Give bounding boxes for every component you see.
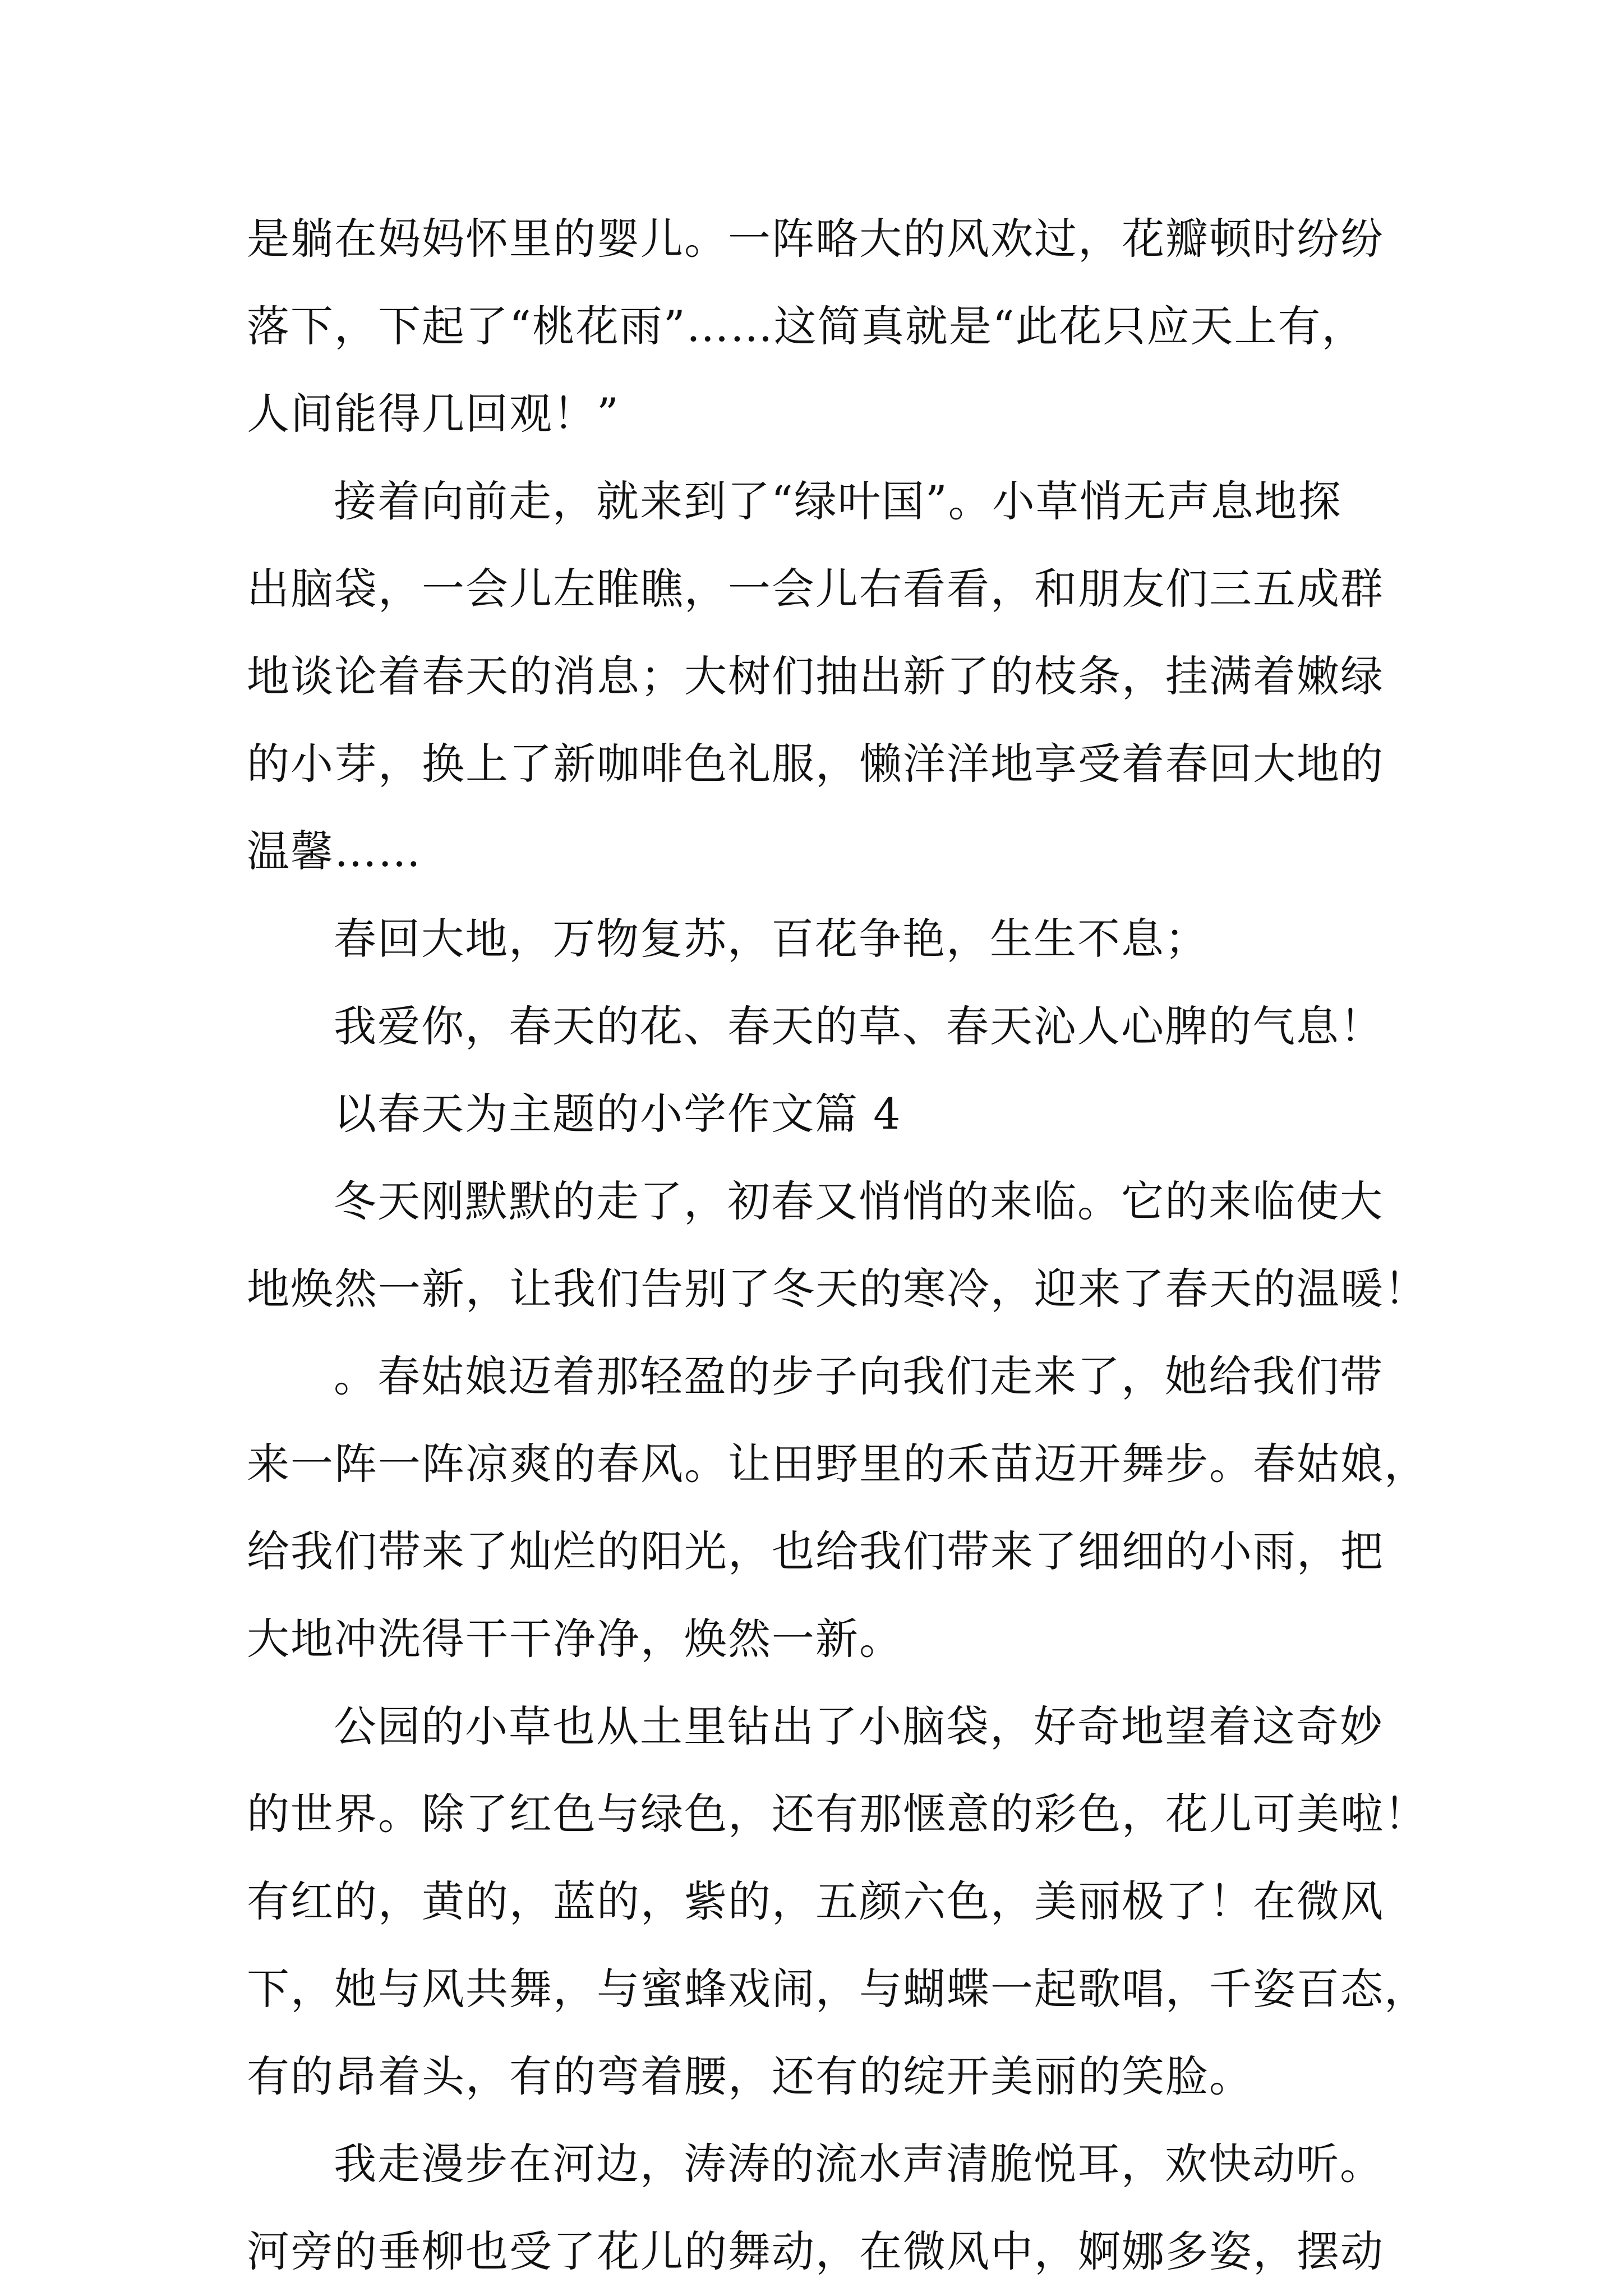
text-line: 有红的，黄的，蓝的，紫的，五颜六色，美丽极了！在微风 — [247, 1876, 1384, 1926]
text-line: 温馨…… — [247, 826, 422, 876]
text-line: 大地冲洗得干干净净，焕然一新。 — [247, 1614, 903, 1664]
text-line: 我走漫步在河边，涛涛的流水声清脆悦耳，欢快动听。 — [334, 2139, 1384, 2189]
text-line: 的世界。除了红色与绿色，还有那惬意的彩色，花儿可美啦！ — [247, 1789, 1428, 1839]
text-line: 来一阵一阵凉爽的春风。让田野里的禾苗迈开舞步。春姑娘， — [247, 1439, 1428, 1489]
text-line: 接着向前走，就来到了“绿叶国”。小草悄无声息地探 — [334, 476, 1342, 526]
text-line: 人间能得几回观！” — [247, 389, 620, 439]
text-line: 公园的小草也从土里钻出了小脑袋，好奇地望着这奇妙 — [334, 1701, 1384, 1751]
text-line: 春回大地，万物复苏，百花争艳，生生不息； — [334, 914, 1209, 964]
text-line: 落下，下起了“桃花雨”……这简真就是“此花只应天上有， — [247, 301, 1366, 351]
text-line: 给我们带来了灿烂的阳光，也给我们带来了细细的小雨，把 — [247, 1526, 1384, 1576]
text-line: 地焕然一新，让我们告别了冬天的寒冷，迎来了春天的温暖！ — [247, 1264, 1428, 1314]
text-line: 出脑袋，一会儿左睢瞧，一会儿右看看，和朋友们三五成群 — [247, 564, 1384, 614]
text-line: 河旁的垂柳也受了花儿的舞动，在微风中，婀娜多姿，摆动 — [247, 2226, 1384, 2276]
text-line: 是躺在妈妈怀里的婴儿。一阵略大的风欢过，花瓣顿时纷纷 — [247, 214, 1384, 264]
document-body — [247, 195, 1428, 2295]
text-line: 有的昂着头，有的弯着腰，还有的绽开美丽的笑脸。 — [247, 2051, 1253, 2101]
text-line: 冬天刚默默的走了，初春又悄悄的来临。它的来临使大 — [334, 1176, 1384, 1226]
text-line: 地谈论着春天的消息；大树们抽出新了的枝条，挂满着嫩绿 — [247, 651, 1384, 701]
text-line: 我爱你，春天的花、春天的草、春天沁人心脾的气息！ — [334, 1001, 1384, 1051]
section-heading: 以春天为主题的小学作文篇 4 — [334, 1089, 902, 1139]
text-line: 。春姑娘迈着那轻盈的步子向我们走来了，她给我们带 — [334, 1351, 1384, 1401]
text-line: 的小芽，换上了新咖啡色礼服，懒洋洋地享受着春回大地的 — [247, 739, 1384, 789]
text-line: 下，她与风共舞，与蜜蜂戏闹，与蝴蝶一起歌唱，千姿百态， — [247, 1964, 1428, 2014]
